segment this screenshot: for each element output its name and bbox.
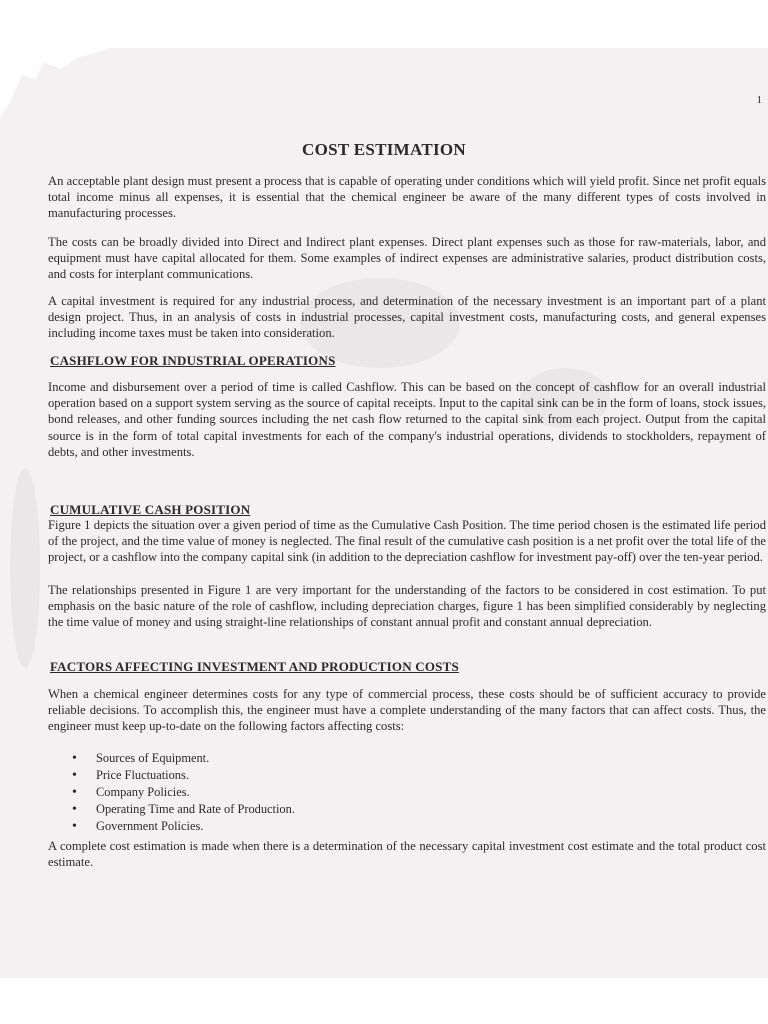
list-item — [70, 784, 295, 801]
paragraph-cashflow: Income and disbursement over a period of time is called Cashflow. This can be based on the concept of cashflow for an overall industrial operation based on a support system serving as the source of capital receipts. Input to the capital sink can be in the form of loans, stock issues, bond releases, and other funding sources including the net cash flow returned to the capital sink from each project. Output from the capital source is in the form of total capital investments for each of the company's industrial operations, dividends to stockholders, repayment of debts, and other investments. — [48, 380, 766, 459]
bullet-icon: • — [72, 802, 77, 817]
factors-list — [70, 750, 295, 835]
paragraph-intro: An acceptable plant design must present a process that is capable of operating under conditions which will yield profit. Since net profit equals total income minus all expenses, it is essential that the chemical engineer be aware of the many different types of costs involved in manufacturing processes. — [48, 174, 766, 221]
list-item — [70, 750, 295, 767]
list-item-label: Operating Time and Rate of Production. — [96, 802, 295, 816]
paragraph-closing: A complete cost estimation is made when there is a determination of the necessary capital investment cost estimate and the total product cost estimate. — [48, 839, 766, 870]
heading-cumulative-cash-position: CUMULATIVE CASH POSITION — [50, 502, 251, 517]
heading-cashflow: CASHFLOW FOR INDUSTRIAL OPERATIONS — [50, 353, 336, 368]
paragraph-relationships: The relationships presented in Figure 1 are very important for the understanding of the factors to be considered in cost estimation. To put emphasis on the basic nature of the role of cashflow, including depreciation charges, figure 1 has been simplified considerably by neglecting the time value of money and using straight-line relationships of constant annual profit and constant annual depreciation. — [48, 583, 766, 630]
page-number: 1 — [756, 94, 762, 106]
list-item — [70, 801, 295, 818]
bullet-icon: • — [72, 751, 77, 766]
stain-mark — [10, 468, 40, 668]
list-item-label: Company Policies. — [96, 785, 190, 799]
heading-factors: FACTORS AFFECTING INVESTMENT AND PRODUCTION COSTS — [50, 659, 459, 674]
paragraph-capital-investment: A capital investment is required for any industrial process, and determination of the necessary investment is an important part of a plant design project. Thus, in an analysis of costs in industrial processes, capital investment costs, manufacturing costs, and general expenses including income taxes must be taken into consideration. — [48, 294, 766, 341]
document-title: COST ESTIMATION — [302, 140, 466, 159]
list-item — [70, 818, 295, 835]
list-item-label: Price Fluctuations. — [96, 768, 189, 782]
paragraph-factors-intro: When a chemical engineer determines costs for any type of commercial process, these costs should be of sufficient accuracy to provide reliable decisions. To accomplish this, the engineer must have a complete understanding of the many factors that can affect costs. Thus, the engineer must keep up-to-date on the following factors affecting costs: — [48, 687, 766, 734]
list-item-label: Sources of Equipment. — [96, 751, 210, 765]
list-item-label: Government Policies. — [96, 819, 204, 833]
paragraph-cumulative: Figure 1 depicts the situation over a given period of time as the Cumulative Cash Position. The time period chosen is the estimated life period of the project, and the time value of money is neglected. The final result of the cumulative cash position is a net profit over the total life of the project, or a cashflow into the company capital sink (in addition to the depreciation cashflow for investment pay-off) over the ten-year period. — [48, 518, 766, 565]
paragraph-direct-indirect: The costs can be broadly divided into Direct and Indirect plant expenses. Direct plant expenses such as those for raw-materials, labor, and equipment must have capital allocated for them. Some examples of indirect expenses are administrative salaries, product distribution costs, and costs for interplant communications. — [48, 235, 766, 282]
bullet-icon: • — [72, 785, 77, 800]
list-item — [70, 767, 295, 784]
bullet-icon: • — [72, 819, 77, 834]
bullet-icon: • — [72, 768, 77, 783]
